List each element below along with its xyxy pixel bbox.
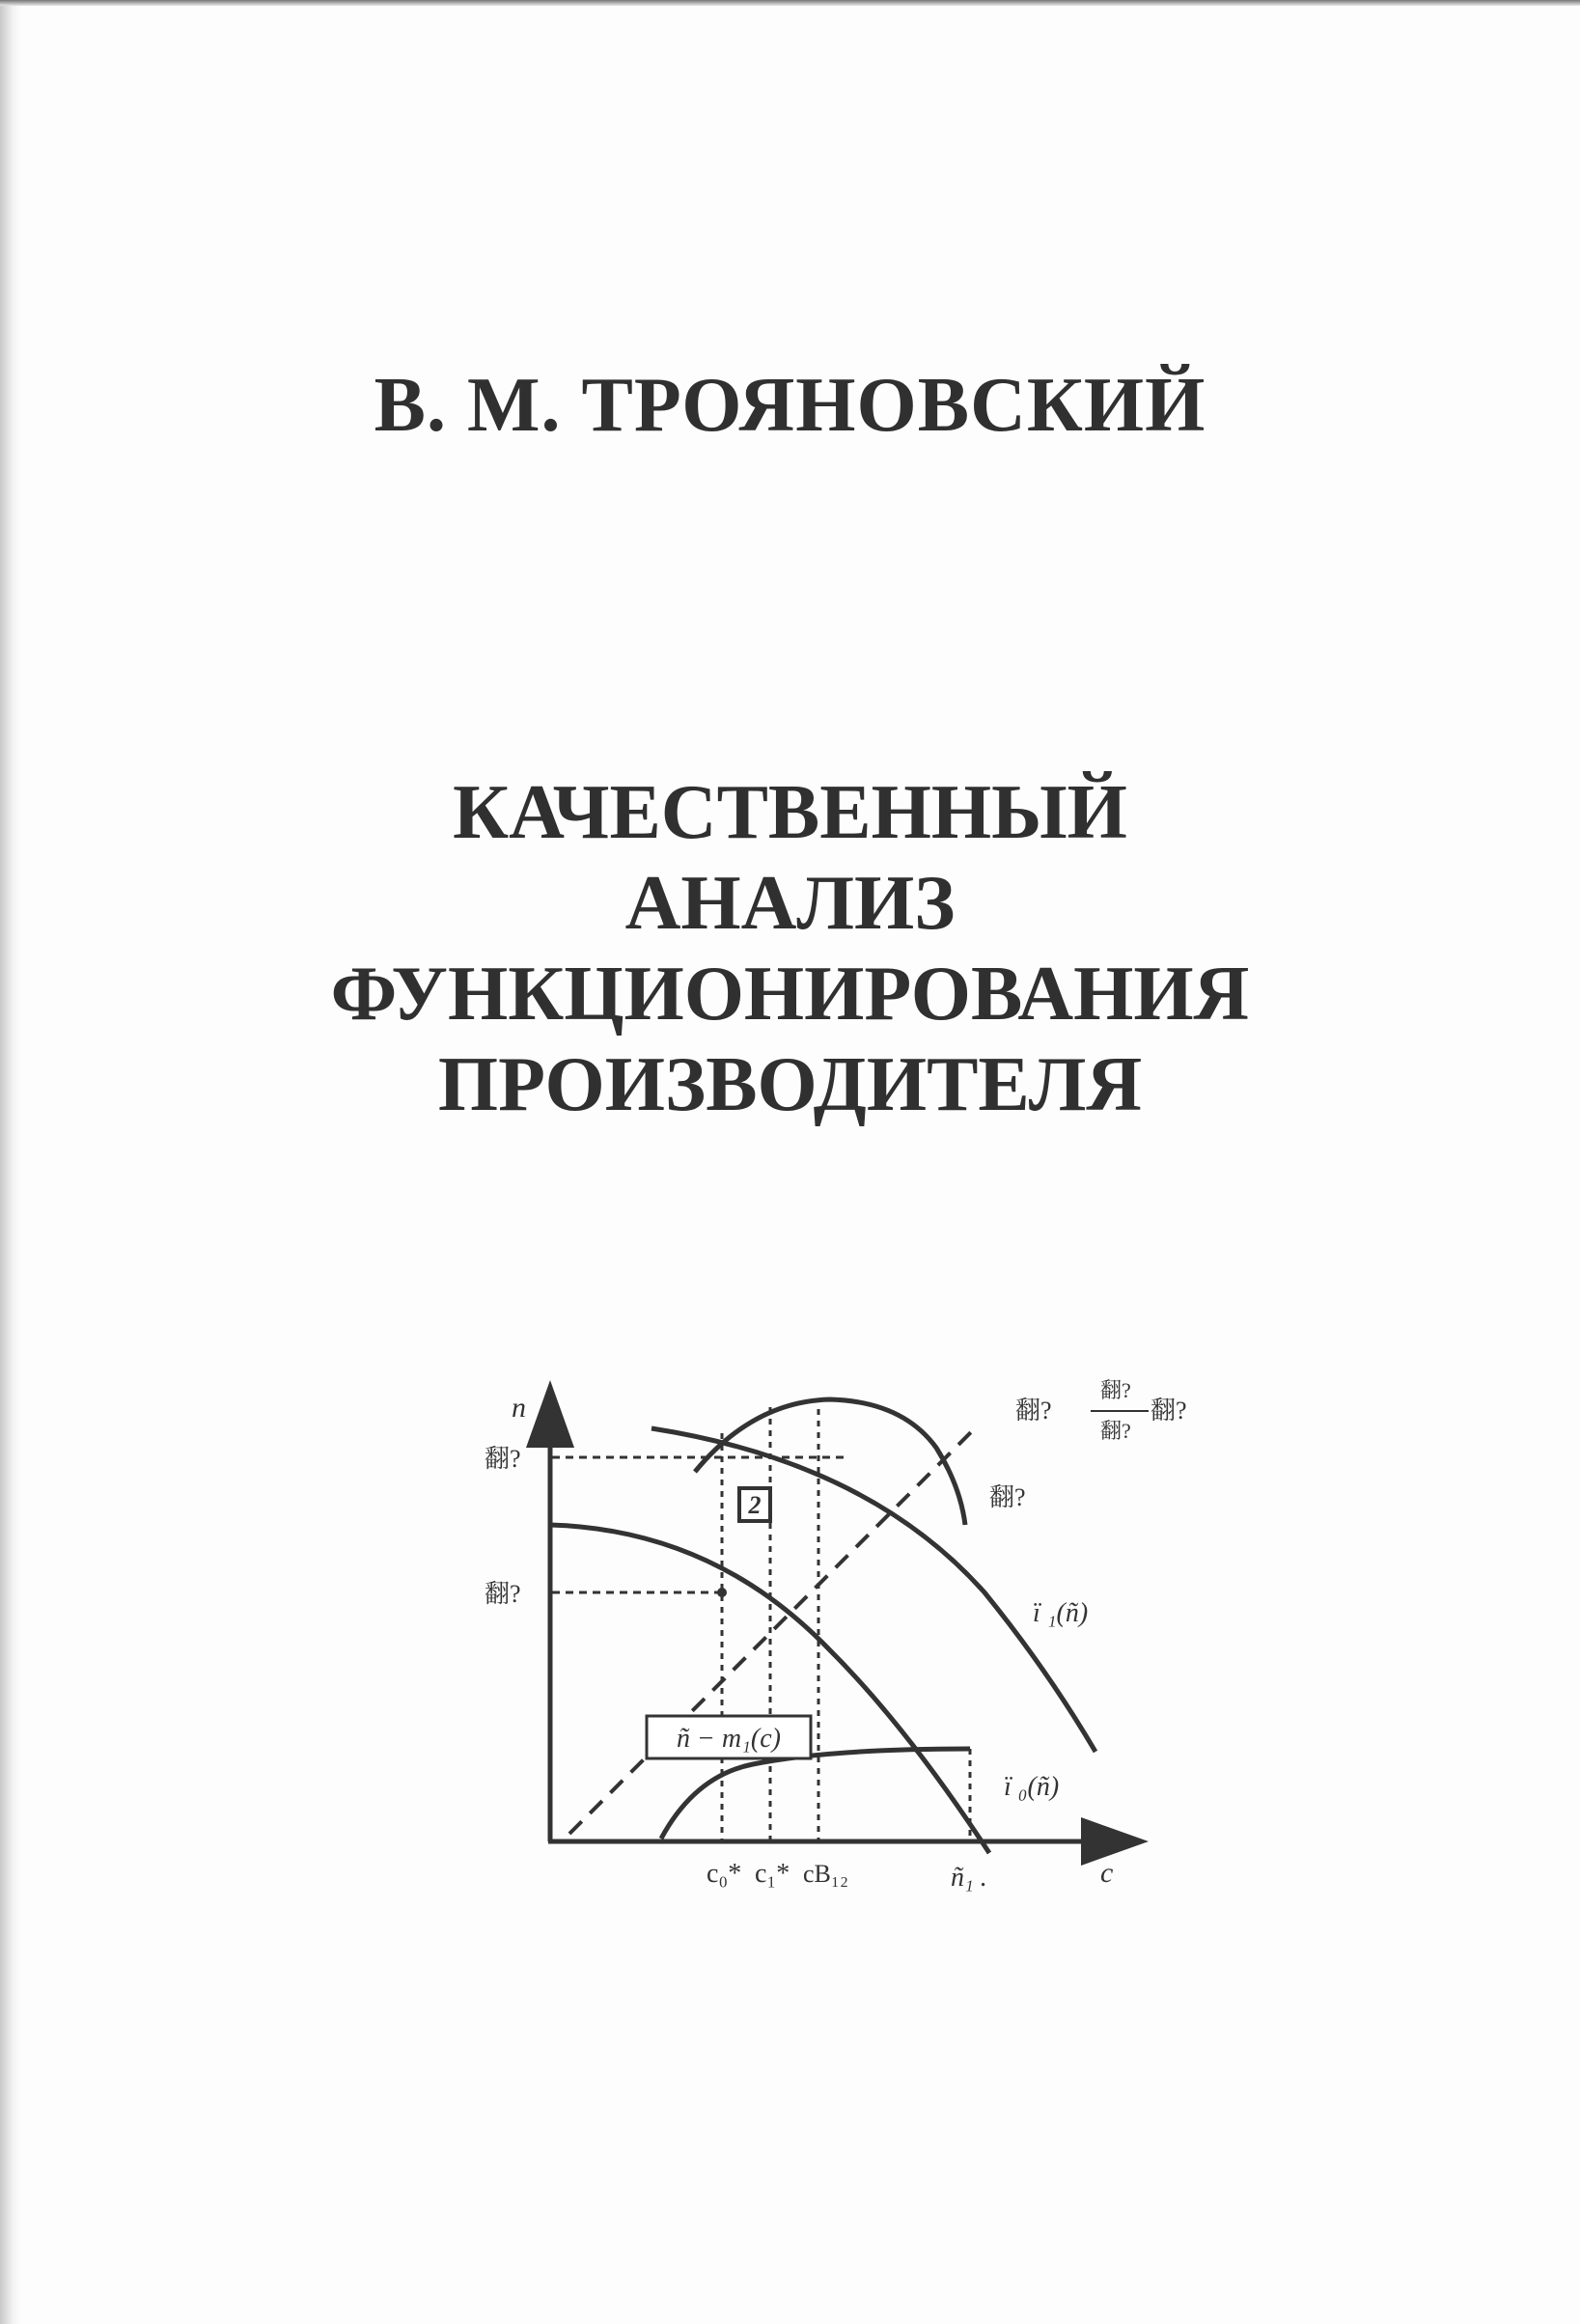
y-axis-label: n bbox=[512, 1392, 526, 1424]
x-axis-label: c bbox=[1100, 1857, 1114, 1889]
curve-label-hump: 翻? bbox=[989, 1483, 1026, 1511]
line-label-right: 翻? bbox=[1150, 1397, 1187, 1425]
y-label-c0: 翻? bbox=[485, 1580, 521, 1608]
title-line: ФУНКЦИОНИРОВАНИЯ bbox=[330, 952, 1250, 1037]
scan-left-edge bbox=[0, 0, 21, 2324]
x-tick-c0: c₀* bbox=[707, 1859, 742, 1889]
book-title bbox=[0, 767, 1580, 1130]
scan-top-edge bbox=[0, 0, 1580, 6]
cover-diagram bbox=[463, 1370, 1255, 1911]
title-line: ПРОИЗВОДИТЕЛЯ bbox=[437, 1042, 1143, 1127]
curve-label-lower: ï ₀(ñ) bbox=[1004, 1772, 1060, 1802]
hump-curve bbox=[695, 1399, 965, 1525]
line-label-left: 翻? bbox=[1015, 1397, 1052, 1425]
curve-label-upper: ï ₁(ñ) bbox=[1033, 1598, 1089, 1628]
x-tick-c1: c₁* bbox=[755, 1859, 790, 1889]
line-label-num: 翻? bbox=[1100, 1378, 1131, 1402]
author-name: В. М. ТРОЯНОВСКИЙ bbox=[374, 363, 1206, 448]
intersection-point bbox=[717, 1588, 727, 1597]
title-line: АНАЛИЗ bbox=[624, 861, 956, 946]
x-tick-cb: cВ₁₂ bbox=[803, 1860, 849, 1888]
region-number: 2 bbox=[748, 1491, 762, 1519]
line-label-den: 翻? bbox=[1100, 1419, 1131, 1443]
formula-text: ñ − m₁(c) bbox=[677, 1724, 781, 1754]
diagram-svg bbox=[463, 1370, 1255, 1911]
x-tick-n1: ñ₁ . bbox=[951, 1863, 987, 1893]
title-line: КАЧЕСТВЕННЫЙ bbox=[453, 770, 1127, 855]
y-label-c1: 翻? bbox=[485, 1445, 521, 1473]
